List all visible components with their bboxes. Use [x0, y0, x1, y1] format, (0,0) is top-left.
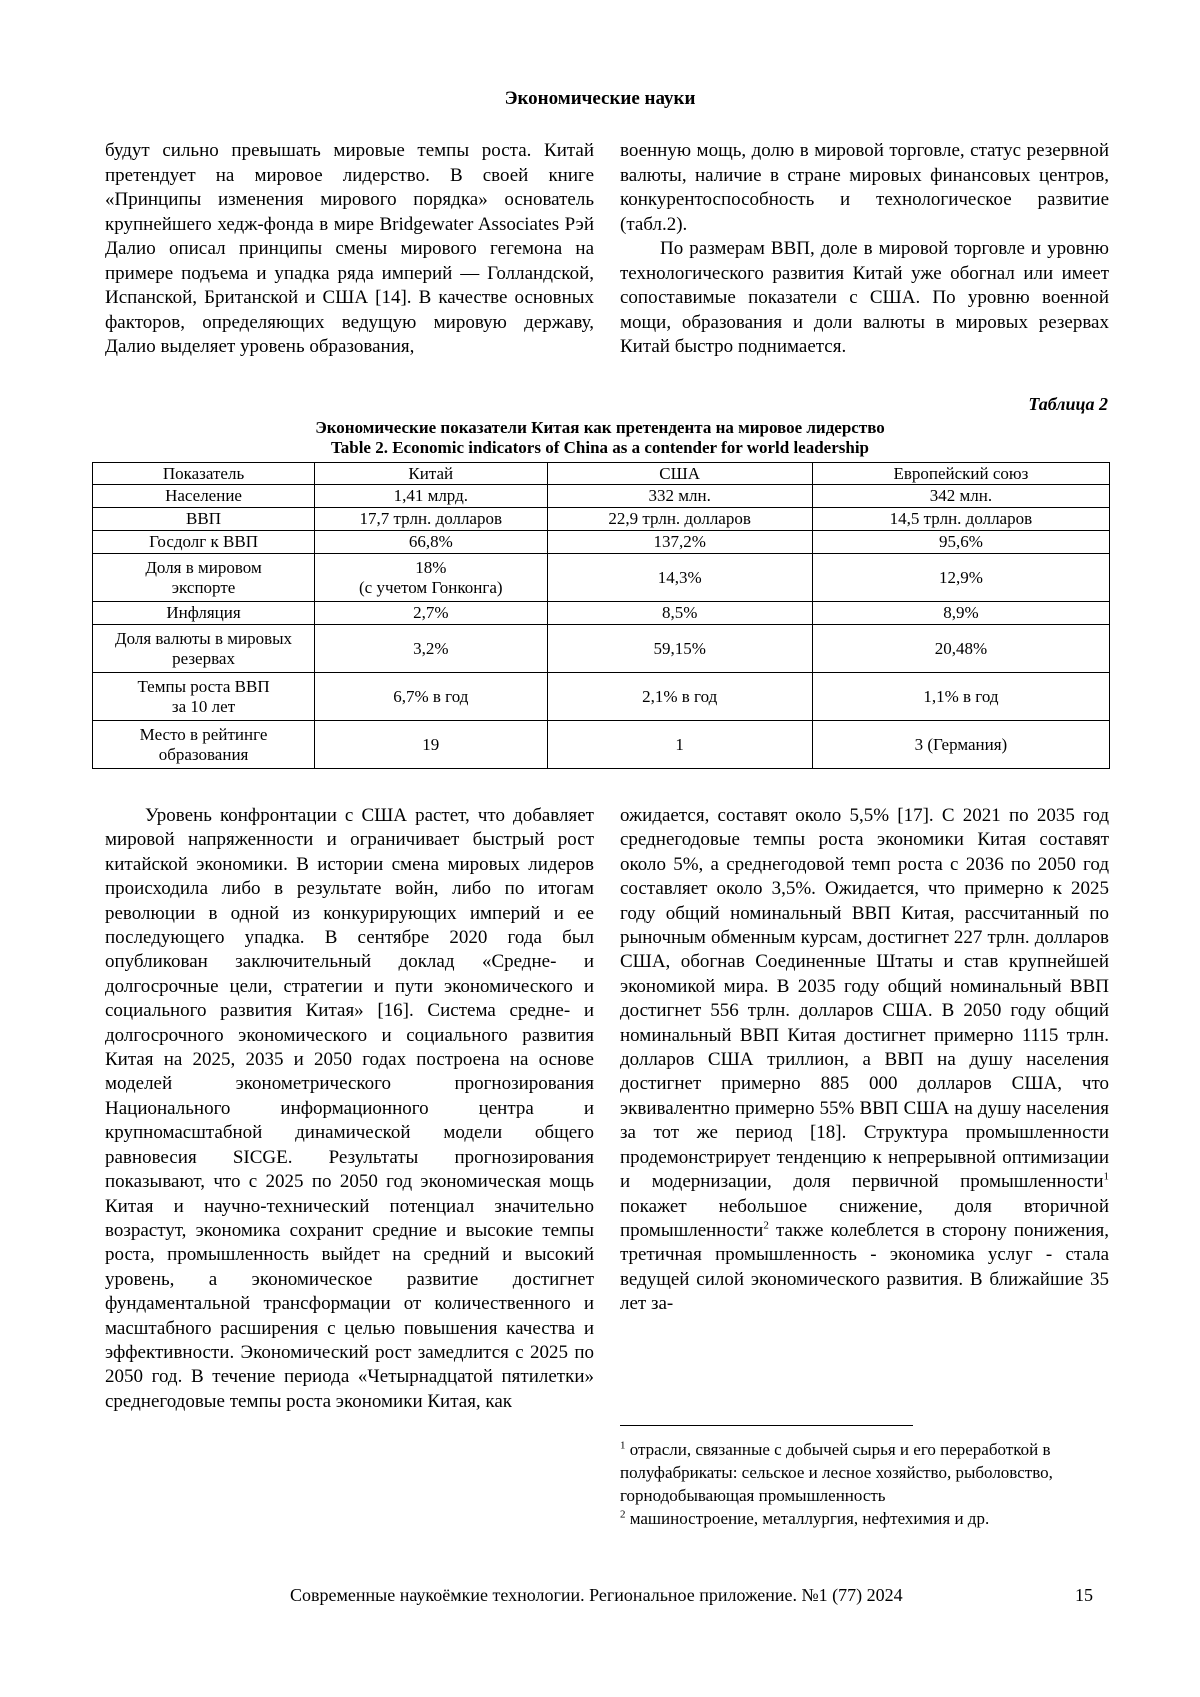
cell-line: 18%	[415, 557, 447, 577]
row-label-line: Место в рейтинге	[139, 724, 268, 744]
row-label-line: Доля в мировом	[145, 557, 262, 577]
paragraph: будут сильно превышать мировые темпы роста. Китай претендует на мировое лидерство. В своей книге «Принципы изменения мирового порядка» основатель крупнейшего хедж-фонда в мире Bridgewater Associates Рэй Далио описал принципы смены мирового гегемона на примере подъема и упадка ряда империй — Голландской, Испанской, Британской и США [14]. В качестве основных факторов, определяющих ведущую мировую державу, Далио выделяет уровень образования,	[105, 140, 594, 357]
row-label-line: за 10 лет	[171, 696, 236, 716]
cell-china: 19	[315, 721, 547, 769]
table-title-en: Table 2. Economic indicators of China as a contender for world leadership	[330, 438, 870, 457]
row-label	[93, 554, 315, 602]
cell-china	[315, 554, 547, 602]
table-title-ru: Экономические показатели Китая как претендента на мировое лидерство	[315, 418, 885, 437]
footnote-text: машиностроение, металлургия, нефтехимия и др.	[625, 1509, 990, 1528]
header-cell: Европейский союз	[812, 463, 1109, 485]
footnote-number: 2	[620, 1508, 626, 1521]
cell-usa: 1	[547, 721, 812, 769]
footnote-number: 1	[620, 1439, 626, 1452]
journal-footer: Современные наукоёмкие технологии. Региональное приложение. №1 (77) 2024	[290, 1585, 903, 1605]
table-row	[93, 554, 1110, 602]
cell-usa: 2,1% в год	[547, 673, 812, 721]
footnotes	[620, 1438, 1109, 1530]
paragraph-text: также колеблется в сторону понижения, третичная промышленность - экономика услуг - стала ведущей силой экономического развития. В ближайшие 35 лет за-	[620, 1219, 1109, 1315]
row-label: Госдолг к ВВП	[93, 531, 315, 554]
footnote-divider	[620, 1425, 913, 1426]
cell-china: 6,7% в год	[315, 673, 547, 721]
section-header: Экономические науки	[504, 88, 696, 109]
table-label: Таблица 2	[1028, 394, 1108, 414]
top-left-column	[105, 139, 594, 360]
header-cell: Китай	[315, 463, 547, 485]
paragraph: Уровень конфронтации с США растет, что добавляет мировой напряженности и ограничивает быстрый рост китайской экономики. В истории смена мировых лидеров происходила либо в результате войн, либо по итогам революции в одной из конкурирующих империй и ее последующего упадка. В сентябре 2020 года был опубликован заключительный доклад «Средне- и долгосрочные цели, стратегии и пути экономического и социального развития Китая» [16]. Система средне- и долгосрочного экономического и социального развития Китая на 2025, 2035 и 2050 годах построена на основе моделей эконометрического прогнозирования Национального информационного центра и крупномасштабной динамической модели общего равновесия SICGE. Результаты прогнозирования показывают, что с 2025 по 2050 год экономическая мощь Китая и научно-технический потенциал значительно возрастут, экономика сохранит средние и высокие темпы роста, промышленность выйдет на средний и высокий уровень, а экономическое развитие достигнет фундаментальной трансформации от количественного и масштабного расширения с целью повышения качества и эффективности. Экономический рост замедлится с 2025 по 2050 год. В течение периода «Четырнадцатой пятилетки» среднегодовые темпы роста экономики Китая, как	[105, 805, 594, 1412]
paragraph-text: ожидается, составят около 5,5% [17]. С 2021 по 2035 год среднегодовые темпы роста экономики Китая составят около 5%, а среднегодовой темп роста с 2036 по 2050 год составляет около 3,5%. Ожидается, что примерно к 2025 году общий номинальный ВВП Китая, рассчитанный по рыночным обменным курсам, достигнет 227 трлн. долларов США, обогнав Соединенные Штаты и став крупнейшей экономикой мира. В 2035 году общий номинальный ВВП достигнет 556 трлн. долларов США. В 2050 году общий номинальный ВВП Китая достигнет примерно 1115 трлн. долларов США триллион, а ВВП на душу населения достигнет примерно 885 000 долларов США, что эквивалентно примерно 55% ВВП США на душу населения за тот же период [18]. Структура промышленности продемонстрирует тенденцию к непрерывной оптимизации и модернизации, доля первичной промышленности	[620, 805, 1109, 1193]
footnote	[620, 1507, 1109, 1530]
cell-usa: 59,15%	[547, 625, 812, 673]
row-label: Население	[93, 485, 315, 508]
row-label: Инфляция	[93, 602, 315, 625]
row-label	[93, 673, 315, 721]
row-label-line: Темпы роста ВВП	[137, 676, 270, 696]
table-header-row	[93, 463, 1110, 485]
cell-usa: 14,3%	[547, 554, 812, 602]
cell-china: 17,7 трлн. долларов	[315, 508, 547, 531]
footnote-text: отрасли, связанные с добычей сырья и его переработкой в полуфабрикаты: сельское и лесное хозяйство, рыболовство, горнодобывающая промышленность	[620, 1440, 1053, 1505]
table-row	[93, 602, 1110, 625]
paragraph: По размерам ВВП, доле в мировой торговле и уровню технологического развития Китай уже обогнал или имеет сопоставимые показатели с США. По уровню военной мощи, образования и доли валюты в мировых резервах Китай быстро поднимается.	[620, 238, 1109, 357]
cell-usa: 332 млн.	[547, 485, 812, 508]
cell-eu: 342 млн.	[812, 485, 1109, 508]
paragraph	[620, 804, 1109, 1317]
page-number: 15	[1075, 1585, 1093, 1605]
cell-usa: 22,9 трлн. долларов	[547, 508, 812, 531]
row-label-line: Доля валюты в мировых	[114, 628, 293, 648]
cell-eu: 95,6%	[812, 531, 1109, 554]
table-row	[93, 673, 1110, 721]
cell-eu: 8,9%	[812, 602, 1109, 625]
cell-usa: 8,5%	[547, 602, 812, 625]
cell-eu: 1,1% в год	[812, 673, 1109, 721]
cell-eu: 3 (Германия)	[812, 721, 1109, 769]
row-label-line: образования	[158, 744, 249, 764]
cell-china: 66,8%	[315, 531, 547, 554]
cell-china: 2,7%	[315, 602, 547, 625]
table-row	[93, 508, 1110, 531]
cell-eu: 14,5 трлн. долларов	[812, 508, 1109, 531]
footnote	[620, 1438, 1109, 1507]
footnote-ref[interactable]: 1	[1103, 1170, 1109, 1183]
row-label	[93, 721, 315, 769]
footnote-ref[interactable]: 2	[763, 1219, 769, 1232]
bottom-right-column	[620, 804, 1109, 1317]
cell-china: 3,2%	[315, 625, 547, 673]
header-cell: США	[547, 463, 812, 485]
cell-china: 1,41 млрд.	[315, 485, 547, 508]
cell-eu: 20,48%	[812, 625, 1109, 673]
table-row	[93, 485, 1110, 508]
table-row	[93, 625, 1110, 673]
paragraph: военную мощь, долю в мировой торговле, статус резервной валюты, наличие в стране мировых финансовых центров, конкурентоспособность и технологическое развитие (табл.2).	[620, 140, 1109, 235]
header-cell: Показатель	[93, 463, 315, 485]
bottom-left-column	[105, 804, 594, 1414]
cell-usa: 137,2%	[547, 531, 812, 554]
row-label	[93, 625, 315, 673]
top-right-column	[620, 139, 1109, 360]
cell-eu: 12,9%	[812, 554, 1109, 602]
table-row	[93, 721, 1110, 769]
paragraph-text: покажет небольшое снижение, доля вторичной промышленности	[620, 1195, 1109, 1241]
row-label: ВВП	[93, 508, 315, 531]
indicators-table	[92, 462, 1110, 769]
row-label-line: резервах	[172, 648, 235, 668]
table-row	[93, 531, 1110, 554]
row-label-line: экспорте	[171, 577, 236, 597]
cell-line: (с учетом Гонконга)	[359, 577, 503, 597]
